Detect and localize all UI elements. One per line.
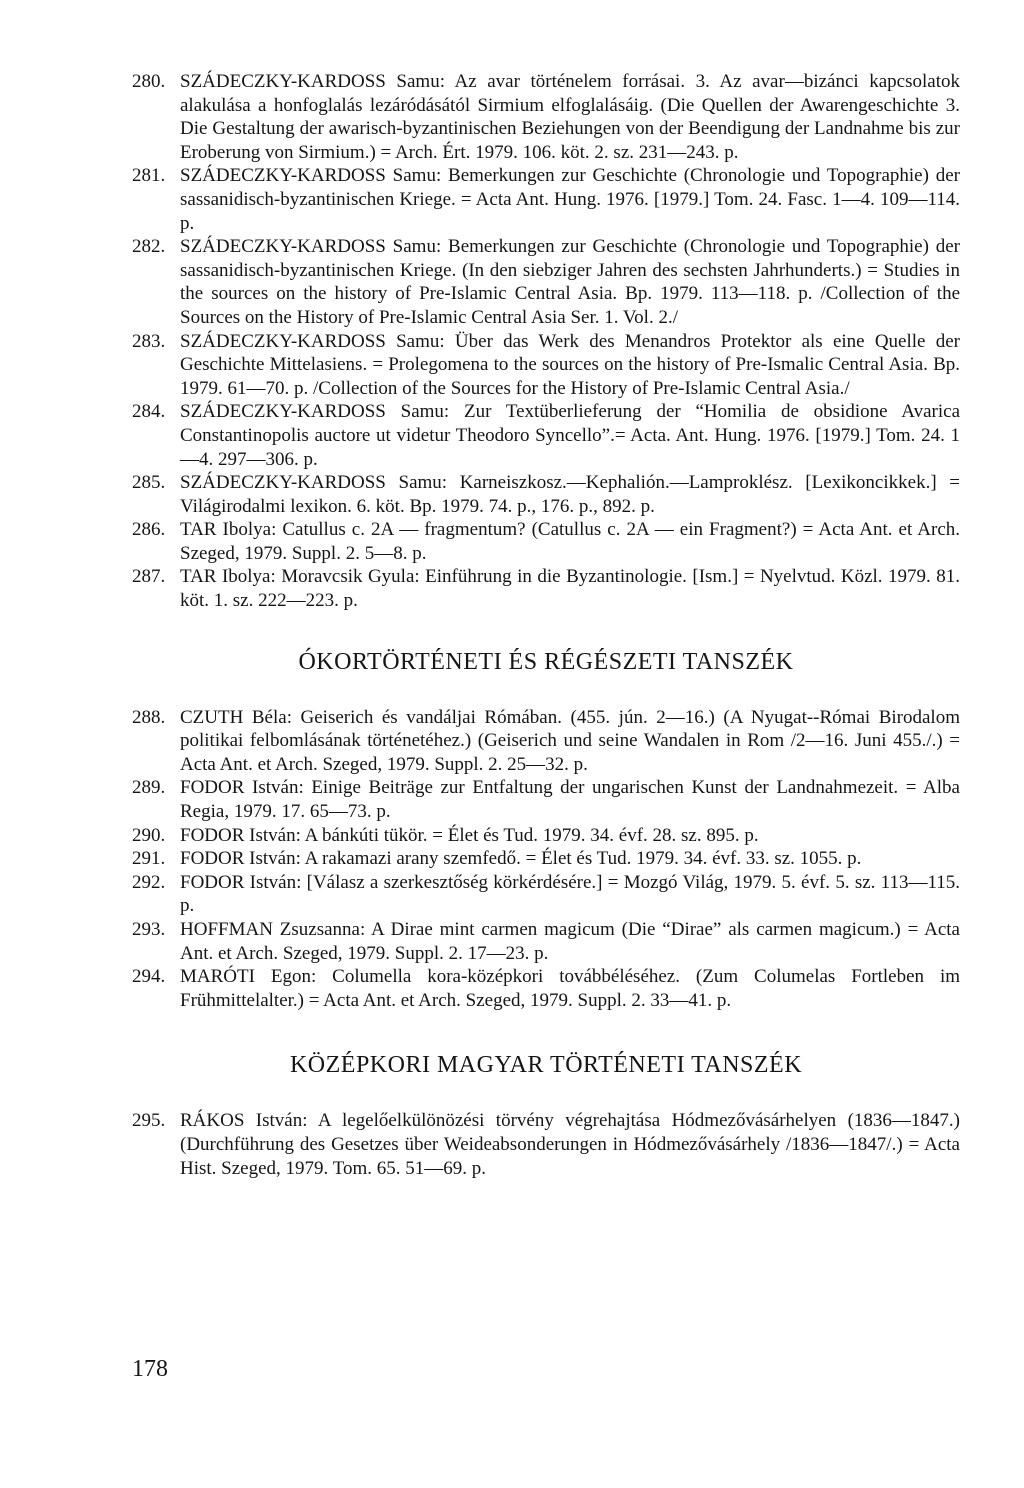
page-body	[132, 70, 960, 1180]
entry-number: 291.	[132, 848, 166, 870]
bibliography-list	[132, 70, 960, 613]
entry-number: 295.	[132, 1110, 166, 1132]
bibliography-entry	[132, 471, 960, 518]
entry-number: 285.	[132, 472, 166, 494]
entry-number: 280.	[132, 71, 166, 92]
bibliography-entry	[132, 965, 960, 1012]
entry-text: FODOR István: Einige Beiträge zur Entfaltung der ungarischen Kunst der Landnahmezeit. = Alba Regia, 1979. 17. 65—73. p.	[180, 777, 960, 823]
entry-text: TAR Ibolya: Catullus c. 2A — fragmentum? (Catullus c. 2A — ein Fragment?) = Acta Ant. et Arch. Szeged, 1979. Suppl. 2. 5—8. p.	[180, 519, 960, 564]
entry-number: 284.	[132, 401, 166, 423]
bibliography-list	[132, 1109, 960, 1180]
entry-number: 288.	[132, 706, 166, 728]
entry-text: FODOR István: A bánkúti tükör. = Élet és Tud. 1979. 34. évf. 28. sz. 895. p.	[180, 824, 759, 846]
entry-text: SZÁDECZKY-KARDOSS Samu: Az avar történelem forrásai. 3. Az avar—bizánci kapcsolatok alakulása a honfoglalás lezáródásától Sirmium elfoglalásáig. (Die Quellen der Awarengeschichte 3. Die Gestaltung der awarisch-byzantinischen Beziehungen von der Beendigung der Landnahme bis zur Eroberung von Sirmium.) = Arch. Ért. 1979. 106. köt. 2. sz. 231—243. p.	[180, 71, 960, 163]
entry-number: 287.	[132, 566, 166, 588]
entry-number: 293.	[132, 919, 166, 940]
page-number: 178	[132, 1356, 168, 1382]
bibliography-entry	[132, 824, 960, 848]
entry-number: 290.	[132, 824, 166, 846]
bibliography-entry	[132, 400, 960, 471]
bibliography-entry	[132, 330, 960, 401]
entry-text: SZÁDECZKY-KARDOSS Samu: Bemerkungen zur Geschichte (Chronologie und Topographie) der sassanidisch-byzantinischen Kriege. (In den siebziger Jahren des sechsten Jahrhunderts.) = Studies in the sources on the history of Pre-Islamic Central Asia. Bp. 1979. 113—118. p. /Collection of the Sources on the History of Pre-Islamic Central Asia Ser. 1. Vol. 2./	[180, 236, 960, 328]
entry-text: FODOR István: [Válasz a szerkesztőség körkérdésére.] = Mozgó Világ, 1979. 5. évf. 5. sz. 113—115. p.	[180, 871, 960, 917]
entry-text: CZUTH Béla: Geiserich és vandáljai Rómában. (455. jún. 2—16.) (A Nyugat--Római Birodalom politikai felbomlásának történetéhez.) (Geiserich und seine Wandalen in Rom /2—16. Juni 455./.) = Acta Ant. et Arch. Szeged, 1979. Suppl. 2. 25—32. p.	[180, 706, 960, 775]
bibliography-entry	[132, 518, 960, 565]
entry-text: SZÁDECZKY-KARDOSS Samu: Bemerkungen zur Geschichte (Chronologie und Topographie) der sassanidisch-byzantinischen Kriege. = Acta Ant. Hung. 1976. [1979.] Tom. 24. Fasc. 1—4. 109—114. p.	[180, 165, 960, 234]
entry-text: SZÁDECZKY-KARDOSS Samu: Karneiszkosz.—Kephalión.—Lamproklész. [Lexikoncikkek.] = Világirodalmi lexikon. 6. köt. Bp. 1979. 74. p., 176. p., 892. p.	[180, 472, 960, 517]
bibliography-entry	[132, 918, 960, 965]
bibliography-entry	[132, 776, 960, 823]
entry-text: HOFFMAN Zsuzsanna: A Dirae mint carmen magicum (Die “Dirae” als carmen magicum.) = Acta Ant. et Arch. Szeged, 1979. Suppl. 2. 17—23. p.	[180, 919, 960, 964]
entry-text: SZÁDECZKY-KARDOSS Samu: Zur Textüberlieferung der “Homilia de obsidione Avarica Constantinopolis auctore ut videtur Theodoro Syncello”.= Acta. Ant. Hung. 1976. [1979.] Tom. 24. 1—4. 297—306. p.	[180, 401, 960, 470]
entry-text: SZÁDECZKY-KARDOSS Samu: Über das Werk des Menandros Protektor als eine Quelle der Geschichte Mittelasiens. = Prolegomena to the sources on the history of Pre-Ismalic Central Asia. Bp. 1979. 61—70. p. /Collection of the Sources for the History of Pre-Islamic Central Asia./	[180, 330, 960, 399]
bibliography-list	[132, 706, 960, 1013]
entry-text: TAR Ibolya: Moravcsik Gyula: Einführung in die Byzantinologie. [Ism.] = Nyelvtud. Közl. 1979. 81. köt. 1. sz. 222—223. p.	[180, 566, 960, 612]
entry-text: FODOR István: A rakamazi arany szemfedő. = Élet és Tud. 1979. 34. évf. 33. sz. 1055. p.	[180, 848, 862, 870]
entry-number: 294.	[132, 966, 166, 988]
entry-number: 286.	[132, 519, 166, 541]
section-title: ÓKORTÖRTÉNETI ÉS RÉGÉSZETI TANSZÉK	[298, 648, 794, 675]
entry-number: 282.	[132, 236, 166, 258]
bibliography-entry	[132, 847, 960, 871]
entry-text: RÁKOS István: A legelőelkülönözési törvény végrehajtása Hódmezővásárhelyen (1836—1847.) (Durchführung des Gesetzes über Weideabsonderungen in Hódmezővásárhely /1836—1847/.) = Acta Hist. Szeged, 1979. Tom. 65. 51—69. p.	[180, 1110, 960, 1179]
entry-number: 281.	[132, 165, 166, 187]
bibliography-entry	[132, 706, 960, 777]
bibliography-entry	[132, 164, 960, 235]
bibliography-entry	[132, 871, 960, 918]
bibliography-entry	[132, 1109, 960, 1180]
bibliography-entry	[132, 235, 960, 329]
entry-number: 283.	[132, 330, 166, 352]
entry-text: MARÓTI Egon: Columella kora-középkori továbbéléséhez. (Zum Columelas Fortleben im Frühmittelalter.) = Acta Ant. et Arch. Szeged, 1979. Suppl. 2. 33—41. p.	[180, 966, 960, 1011]
section-title: KÖZÉPKORI MAGYAR TÖRTÉNETI TANSZÉK	[289, 1052, 803, 1079]
entry-number: 289.	[132, 777, 166, 799]
bibliography-entry	[132, 565, 960, 612]
bibliography-entry	[132, 70, 960, 164]
entry-number: 292.	[132, 871, 166, 893]
